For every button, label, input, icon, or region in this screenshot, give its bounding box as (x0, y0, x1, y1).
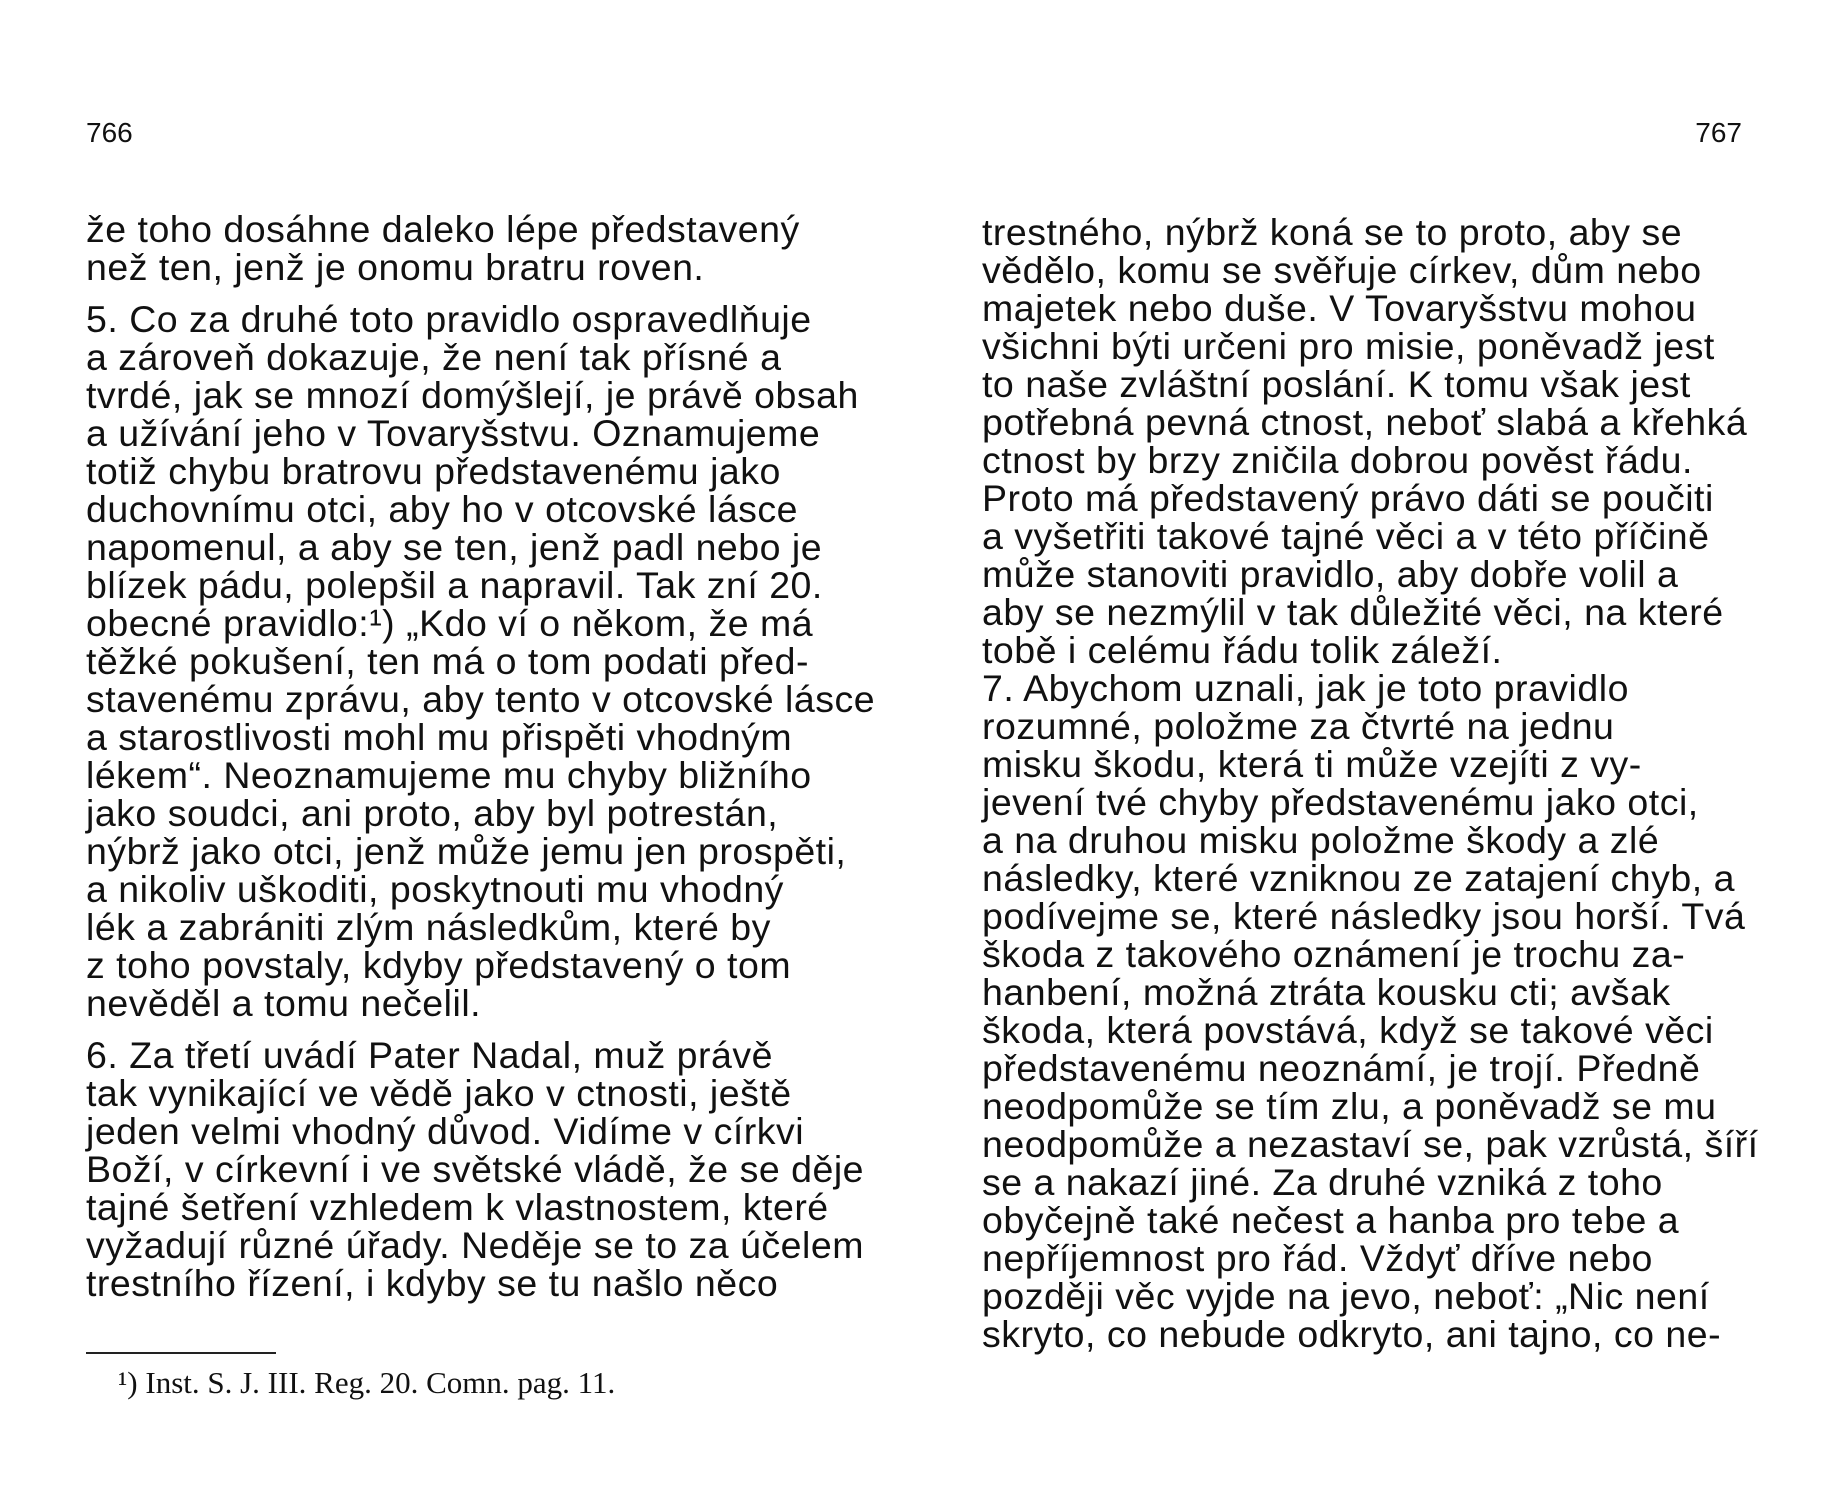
left-body-text (86, 208, 876, 1304)
text-line: následky, které vzniknou ze zatajení chyb, a (982, 857, 1735, 899)
text-line: jevení tvé chyby představenému jako otci, (982, 781, 1699, 823)
text-line: se a nakazí jiné. Za druhé vzniká z toho (982, 1161, 1663, 1203)
text-line: obyčejně také nečest a hanba pro tebe a (982, 1199, 1680, 1241)
text-line: Proto má představený právo dáti se poučiti (982, 477, 1714, 519)
text-line: 5. Co za druhé toto pravidlo ospravedlňuje (86, 298, 812, 340)
text-line: jako soudci, ani proto, aby byl potrestán, (86, 792, 779, 834)
text-line: a starostlivosti mohl mu přispěti vhodným (86, 716, 793, 758)
text-line: z toho povstaly, kdyby představený o tom (86, 944, 792, 986)
text-line: hanbení, možná ztráta kousku cti; avšak (982, 971, 1671, 1013)
text-line: misku škodu, která ti může vzejíti z vy- (982, 743, 1642, 785)
text-line: a užívání jeho v Tovaryšstvu. Oznamujeme (86, 412, 821, 454)
right-page (900, 0, 1824, 1500)
text-line: později věc vyjde na jevo, neboť: „Nic není (982, 1275, 1710, 1317)
text-line: aby se nezmýlil v tak důležité věci, na které (982, 591, 1724, 633)
text-line: nevěděl a tomu nečelil. (86, 982, 482, 1024)
text-line: blízek pádu, polepšil a napravil. Tak zní 20. (86, 564, 823, 606)
text-line: že toho dosáhne daleko lépe představený (86, 208, 800, 250)
text-line: a na druhou misku položme škody a zlé (982, 819, 1660, 861)
text-line: ctnost by brzy zničila dobrou pověst řádu. (982, 439, 1693, 481)
text-line: lék a zabrániti zlým následkům, které by (86, 906, 771, 948)
text-line: škoda z takového oznámení je trochu za- (982, 933, 1686, 975)
text-line: trestného, nýbrž koná se to proto, aby se (982, 211, 1683, 253)
footnote: ¹) Inst. S. J. III. Reg. 20. Comn. pag. 11. (118, 1365, 616, 1400)
text-line: podívejme se, které následky jsou horší. Tvá (982, 895, 1746, 937)
text-line: majetek nebo duše. V Tovaryšstvu mohou (982, 287, 1697, 329)
text-line: totiž chybu bratrovu představenému jako (86, 450, 781, 492)
text-line: napomenul, a aby se ten, jenž padl nebo je (86, 526, 823, 568)
text-line: obecné pravidlo:¹) „Kdo ví o někom, že má (86, 602, 814, 644)
text-line: trestního řízení, i kdyby se tu našlo něco (86, 1262, 779, 1304)
text-line: tak vynikající ve vědě jako v ctnosti, ještě (86, 1072, 792, 1114)
text-line: než ten, jenž je onomu bratru roven. (86, 246, 705, 288)
text-line: všichni býti určeni pro misie, poněvadž jest (982, 325, 1715, 367)
page-number-left: 766 (86, 117, 133, 148)
text-line: a nikoliv uškoditi, poskytnouti mu vhodný (86, 868, 784, 910)
text-line: představenému neoznámí, je trojí. Předně (982, 1047, 1701, 1089)
text-line: jeden velmi vhodný důvod. Vidíme v církvi (86, 1110, 805, 1152)
text-line: neodpomůže a nezastaví se, pak vzrůstá, šíří (982, 1123, 1759, 1165)
text-line: Boží, v církevní i ve světské vládě, že se děje (86, 1148, 865, 1190)
text-line: vyžadují různé úřady. Neděje se to za účelem (86, 1224, 864, 1266)
text-line: vědělo, komu se svěřuje církev, dům nebo (982, 249, 1702, 291)
text-line: 6. Za třetí uvádí Pater Nadal, muž právě (86, 1034, 773, 1076)
page-number-right: 767 (1695, 117, 1742, 148)
text-line: a vyšetřiti takové tajné věci a v této příčině (982, 515, 1710, 557)
text-line: tobě i celému řádu tolik záleží. (982, 629, 1503, 671)
right-body-text (982, 211, 1759, 1355)
left-page (0, 0, 900, 1500)
text-line: duchovnímu otci, aby ho v otcovské lásce (86, 488, 799, 530)
footnote-rule (86, 1352, 276, 1354)
text-line: potřebná pevná ctnost, neboť slabá a křehká (982, 401, 1748, 443)
text-line: těžké pokušení, ten má o tom podati před- (86, 640, 809, 682)
text-line: škoda, která povstává, když se takové věci (982, 1009, 1714, 1051)
text-line: neodpomůže se tím zlu, a poněvadž se mu (982, 1085, 1717, 1127)
text-line: a zároveň dokazuje, že není tak přísné a (86, 336, 782, 378)
text-line: stavenému zprávu, aby tento v otcovské lásce (86, 678, 876, 720)
text-line: tajné šetření vzhledem k vlastnostem, které (86, 1186, 829, 1228)
text-line: skryto, co nebude odkryto, ani tajno, co ne- (982, 1313, 1722, 1355)
text-line: rozumné, položme za čtvrté na jednu (982, 705, 1615, 747)
text-line: může stanoviti pravidlo, aby dobře volil a (982, 553, 1679, 595)
text-line: nepříjemnost pro řád. Vždyť dříve nebo (982, 1237, 1653, 1279)
text-line: 7. Abychom uznali, jak je toto pravidlo (982, 667, 1629, 709)
text-line: nýbrž jako otci, jenž může jemu jen prospěti, (86, 830, 847, 872)
text-line: lékem“. Neoznamujeme mu chyby bližního (86, 754, 812, 796)
text-line: tvrdé, jak se mnozí domýšlejí, je právě obsah (86, 374, 859, 416)
text-line: to naše zvláštní poslání. K tomu však jest (982, 363, 1691, 405)
